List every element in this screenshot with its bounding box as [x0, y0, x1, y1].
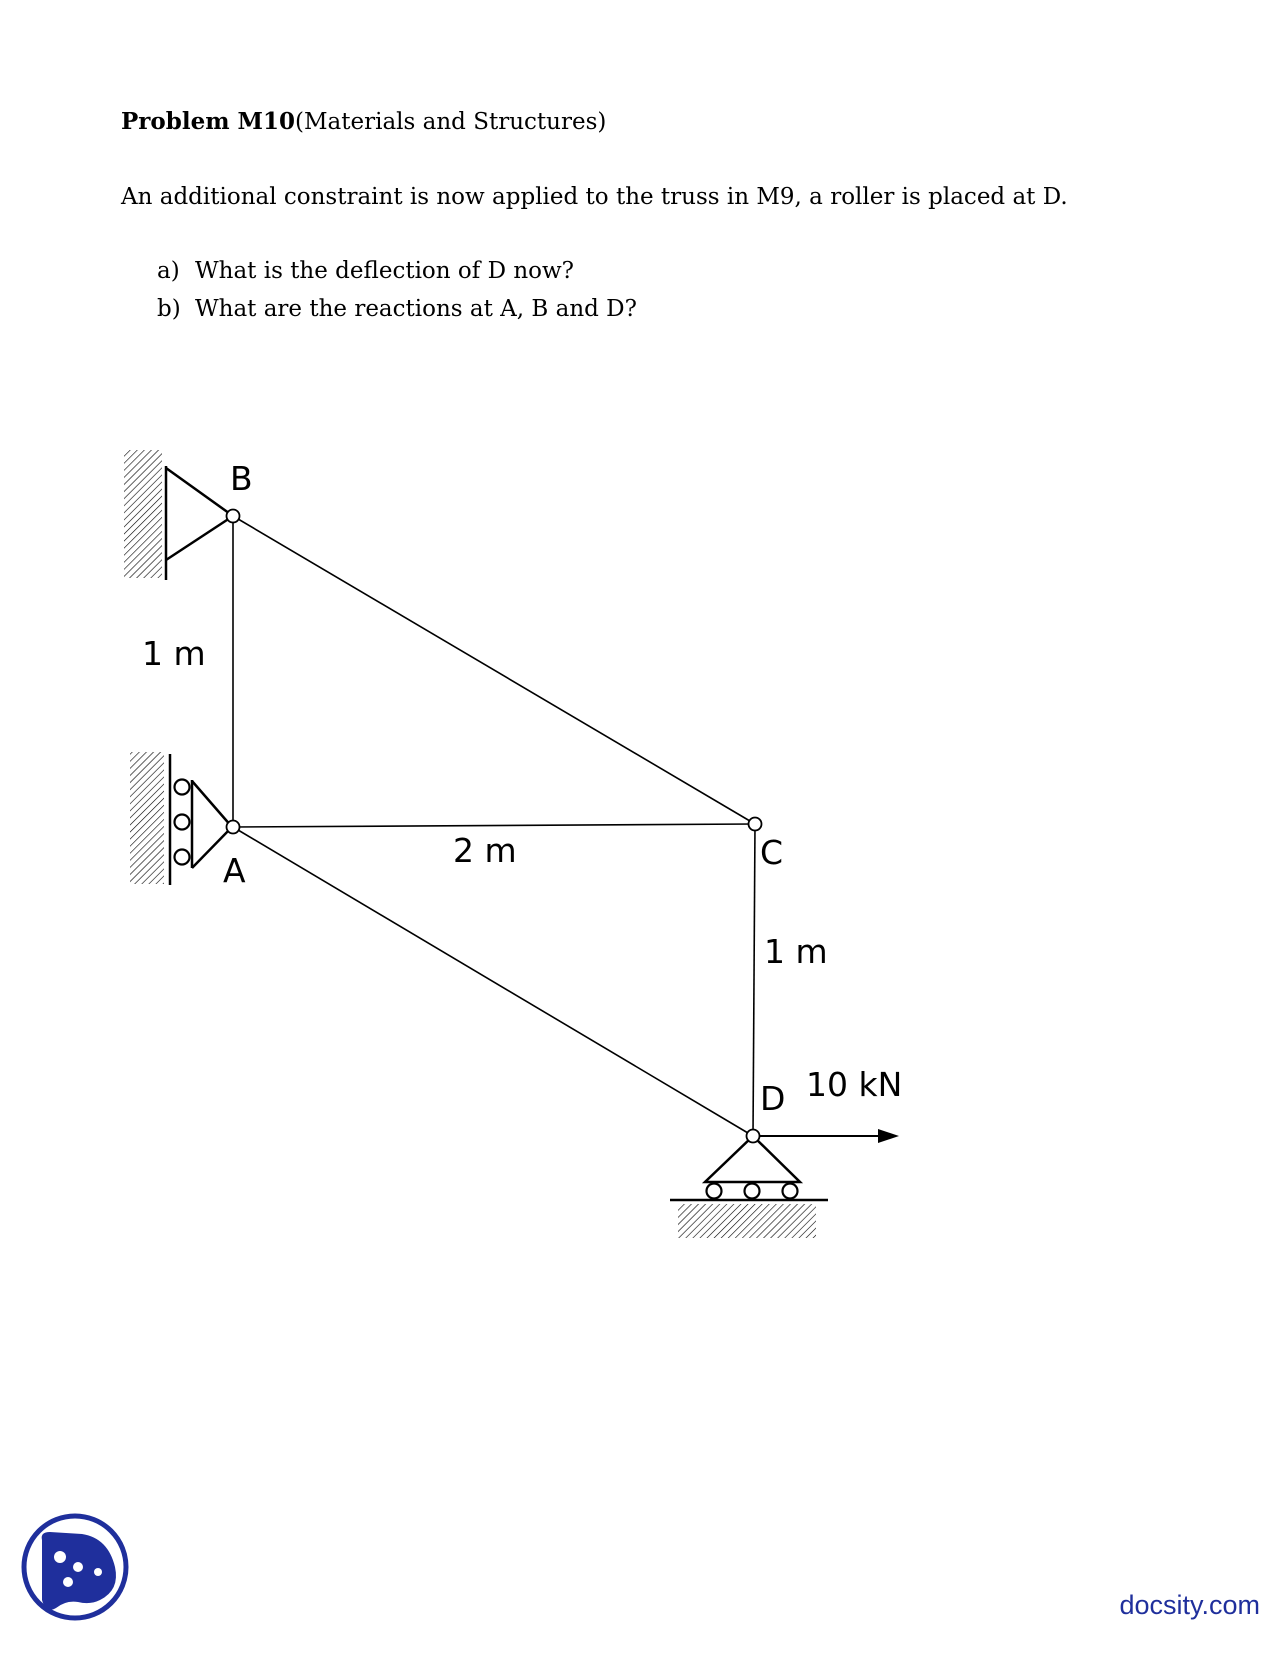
wall-support-b [124, 450, 233, 580]
question-text: What is the deflection of D now? [195, 258, 575, 284]
truss-members [233, 516, 755, 1136]
dimension-ac: 2 m [453, 831, 517, 870]
roller-support-d [670, 1136, 828, 1238]
joint-a [227, 821, 240, 834]
node-label-d: D [760, 1079, 786, 1118]
dimension-cd: 1 m [764, 932, 828, 971]
dimension-ab: 1 m [142, 634, 206, 673]
question-text: What are the reactions at A, B and D? [195, 296, 637, 322]
intro-paragraph: An additional constraint is now applied to the truss in M9, a roller is placed at D. [121, 184, 1068, 210]
load-label: 10 kN [806, 1065, 903, 1104]
problem-subtitle: (Materials and Structures) [295, 109, 607, 135]
member-ad [233, 827, 753, 1136]
member-bc [233, 516, 755, 824]
member-cd [753, 824, 755, 1136]
node-label-a: A [223, 851, 246, 890]
question-marker: b) [157, 296, 181, 322]
node-label-c: C [760, 833, 784, 872]
footer-brand[interactable]: docsity.com [1119, 1590, 1260, 1620]
joint-b [227, 510, 240, 523]
node-label-b: B [230, 459, 253, 498]
docsity-logo-icon [20, 1512, 130, 1622]
joint-d [747, 1130, 760, 1143]
question-marker: a) [157, 258, 180, 284]
wall-support-a [130, 752, 232, 885]
member-ac [233, 824, 755, 827]
joint-c [749, 818, 762, 831]
problem-label: Problem M10 [121, 108, 296, 135]
load-arrow [753, 1129, 899, 1143]
